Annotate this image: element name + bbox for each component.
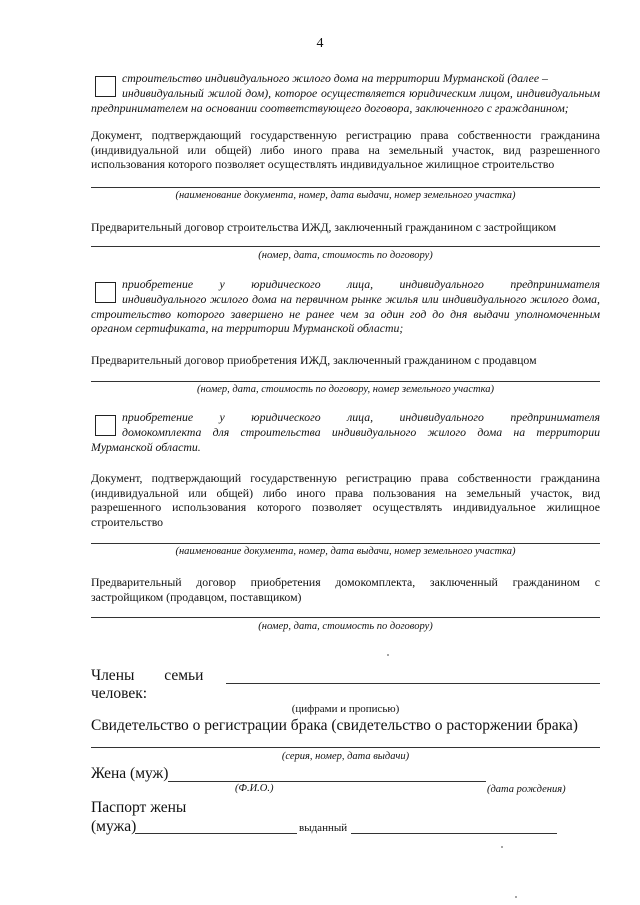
spouse-birth-date-caption: (дата рождения) [487,784,566,795]
marriage-certificate-caption: (серия, номер, дата выдачи) [281,751,410,762]
purchase-house-contract-caption: (номер, дата, стоимость по договору, номер земельного участка) [197,384,494,395]
option-purchase-house-text-first: приобретение у юридического лица, индивидуального предпринимателя [122,277,600,291]
page-number: 4 [316,36,324,51]
land-document-line [91,187,600,188]
option-purchase-house-text-rest: индивидуального жилого дома на первичном рынке жилья или индивидуального жилого дома, строительство которого завершено не ранее чем за один год до дня выдачи уполномоченным органом сертификата, на территории Мурманской области; [91,292,600,336]
construction-contract-line [91,246,600,247]
kit-contract-line [91,617,600,618]
spouse-fio-caption: (Ф.И.О.) [235,783,274,794]
kit-land-document-line [91,543,600,544]
kit-contract-text: Предварительный договор приобретения домокомплекта, заключенный гражданином с застройщиком (продавцом, поставщиком) [91,575,600,604]
kit-land-document-text: Документ, подтверждающий государственную регистрацию права собственности гражданина (индивидуальной или общей) либо иного права пользования на земельный участок, вид разрешенного использования которого позволяет осуществлять индивидуальное жилищное строительство [91,471,600,529]
scan-speck [387,654,389,656]
option-construction-text-rest: индивидуальный жилой дом), которое осуществляется юридическим лицом, индивидуальным предпринимателем на основании соответствующего договора, заключенного с гражданином; [91,86,600,115]
passport-label: Паспорт жены [91,799,187,816]
construction-contract-caption: (номер, дата, стоимость по договору) [258,250,433,261]
land-document-text: Документ, подтверждающий государственную регистрацию права собственности гражданина (индивидуальной или общей) либо иного права на земельный участок, вид разрешенного использования которого позволяет осуществлять индивидуальное жилищное строительство [91,128,600,172]
kit-land-document-caption: (наименование документа, номер, дата выдачи, номер земельного участка) [175,546,516,557]
purchase-house-contract-text: Предварительный договор приобретения ИЖД, заключенный гражданином с продавцом [91,353,537,367]
spouse-label: Жена (муж) [91,765,169,782]
construction-contract-text: Предварительный договор строительства ИЖД, заключенный гражданином с застройщиком [91,220,557,234]
option-house-kit-text-first: приобретение у юридического лица, индивидуального предпринимателя [122,410,600,424]
marriage-certificate-label: Свидетельство о регистрации брака (свидетельство о расторжении брака) [91,717,578,734]
family-members-label-line2: человек: [91,685,148,702]
land-document-caption: (наименование документа, номер, дата выдачи, номер земельного участка) [175,190,516,201]
passport-field[interactable] [135,833,297,834]
option-construction-text-first: строительство индивидуального жилого дома на территории Мурманской (далее – [122,71,548,85]
option-house-kit-text-rest: домокомплекта для строительства индивидуального жилого дома на территории Мурманской области. [91,425,600,454]
scan-speck [515,896,517,898]
family-members-label-text: Члены семьи [91,667,204,684]
family-members-caption: (цифрами и прописью) [291,703,400,715]
passport-label-line2: (мужа) [91,818,137,835]
family-members-label [91,666,209,685]
spouse-field[interactable] [168,781,486,782]
marriage-certificate-field[interactable] [91,747,600,748]
passport-issued-field[interactable] [351,833,557,834]
scan-speck [501,846,503,848]
kit-contract-caption: (номер, дата, стоимость по договору) [258,621,433,632]
purchase-house-contract-line [91,381,600,382]
family-members-field[interactable] [226,683,600,684]
passport-issued-label: выданный [299,822,348,834]
